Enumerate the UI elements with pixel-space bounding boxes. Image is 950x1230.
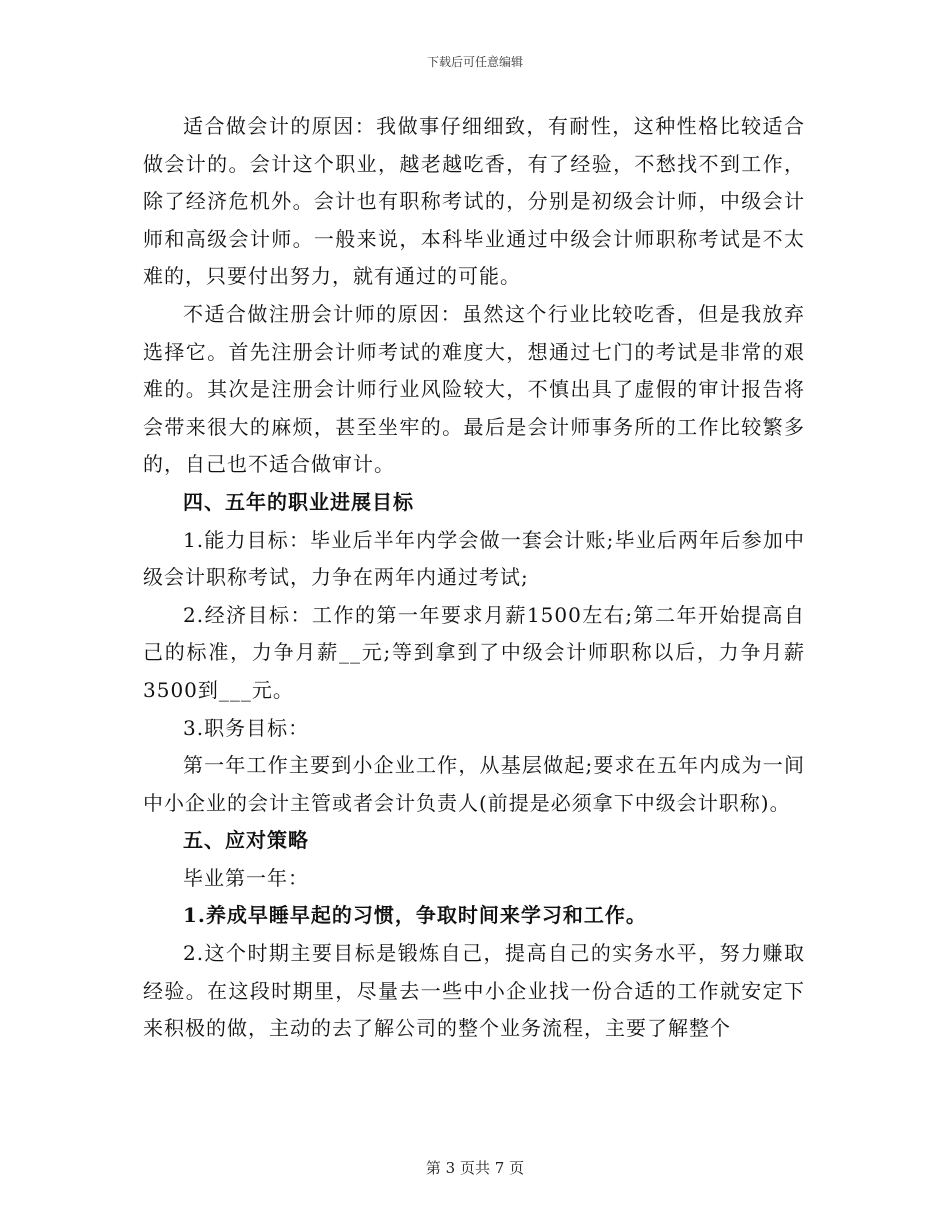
strategy-item-habit: 1.养成早睡早起的习惯，争取时间来学习和工作。: [183, 903, 647, 928]
page-footer: 第 3 页共 7 页: [425, 1159, 525, 1177]
goal-item-ability: 1.能力目标：毕业后半年内学会做一套会计账;毕业后两年后参加中级会计职称考试，力争在两年内通过考试;: [143, 527, 805, 590]
goal-item-position: 3.职务目标：: [183, 715, 310, 740]
paragraph-first-year: 毕业第一年：: [183, 865, 309, 890]
section-heading-career-goals: 四、五年的职业进展目标: [183, 489, 414, 514]
document-body: [143, 108, 805, 1048]
paragraph-suitable-accounting: 适合做会计的原因：我做事仔细细致，有耐性，这种性格比较适合做会计的。会计这个职业，越老越吃香，有了经验，不愁找不到工作，除了经济危机外。会计也有职称考试的，分别是初级会计师，中级会计师和高级会计师。一般来说，本科毕业通过中级会计师职称考试是不太难的，只要付出努力，就有通过的可能。: [143, 114, 805, 289]
goal-item-economic: 2.经济目标：工作的第一年要求月薪1500左右;第二年开始提高自己的标准，力争月薪__元;等到拿到了中级会计师职称以后，力争月薪3500到___元。: [143, 602, 805, 702]
page-header: 下载后可任意编辑: [426, 55, 523, 69]
paragraph-position-detail: 第一年工作主要到小企业工作，从基层做起;要求在五年内成为一间中小企业的会计主管或者会计负责人(前提是必须拿下中级会计职称)。: [143, 753, 805, 815]
strategy-item-training: 2.这个时期主要目标是锻炼自己，提高自己的实务水平，努力赚取经验。在这段时期里，尽量去一些中小企业找一份合适的工作就安定下来积极的做，主动的去了解公司的整个业务流程，主要了解整个: [143, 941, 805, 1041]
section-heading-strategy: 五、应对策略: [183, 828, 309, 853]
paragraph-unsuitable-cpa: 不适合做注册会计师的原因：虽然这个行业比较吃香，但是我放弃选择它。首先注册会计师考试的难度大，想通过七门的考试是非常的艰难的。其次是注册会计师行业风险较大，不慎出具了虚假的审计报告将会带来很大的麻烦，甚至坐牢的。最后是会计师事务所的工作比较繁多的，自己也不适合做审计。: [143, 301, 805, 477]
